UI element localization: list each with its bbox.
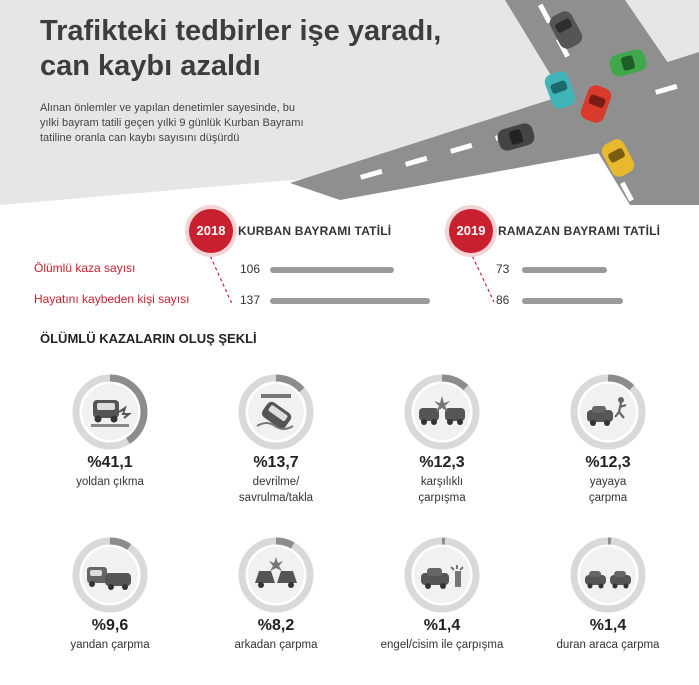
rear-end-collision-icon [251, 549, 301, 599]
subtitle-line-2: yılki bayram tatili geçen yılki 9 günlük Kurban Bayramı [40, 117, 304, 129]
stat-label [528, 474, 688, 506]
title-line-2: can kaybı azaldı [40, 50, 261, 82]
stat-cell-yoldan-cikma [30, 372, 190, 522]
side-collision-icon [85, 549, 135, 599]
bar-2018-accidents [270, 267, 394, 273]
stat-label [30, 474, 190, 490]
comparison-connectors [0, 0, 699, 330]
stat-label [362, 637, 522, 653]
title-line-1: Trafikteki tedbirler işe yaradı, [40, 15, 442, 47]
stat-percent: %13,7 [253, 454, 299, 471]
bar-2018-deaths [270, 298, 430, 304]
stat-percent: %1,4 [423, 617, 461, 634]
subtitle-line-1: Alınan önlemler ve yapılan denetimler sayesinde, bu [40, 102, 295, 114]
year-badge-2019: 2019 [449, 209, 493, 253]
stat-label-line: çarpışma [418, 492, 466, 504]
stat-label-line: engel/cisim ile çarpışma [380, 639, 504, 651]
stat-percent: %8,2 [257, 617, 295, 634]
stat-label-line: yoldan çıkma [76, 476, 144, 488]
stat-label-line: karşılıklı [420, 476, 464, 488]
row-label-deaths: Hayatını kaybeden kişi sayısı [34, 292, 190, 306]
pedestrian-hit-icon [583, 386, 633, 436]
value-2019-accidents: 73 [496, 262, 510, 276]
bar-2019-accidents [522, 267, 607, 273]
stat-label [362, 474, 522, 506]
holiday-name-2018: KURBAN BAYRAMI TATİLİ [238, 224, 392, 238]
stat-cell-yayaya-carpma [528, 372, 688, 522]
stat-label-line: duran araca çarpma [556, 639, 660, 651]
stat-label [30, 637, 190, 653]
head-on-collision-icon [417, 386, 467, 436]
stat-percent: %9,6 [91, 617, 129, 634]
stat-cell-engel-cisim [362, 535, 522, 685]
stat-percent: %1,4 [589, 617, 627, 634]
stat-cell-arkadan-carpma [196, 535, 356, 685]
stat-label-line: yandan çarpma [70, 639, 150, 651]
car-off-road-icon [85, 386, 135, 436]
car-rollover-icon [251, 386, 301, 436]
value-2018-deaths: 137 [240, 293, 261, 307]
stat-label-line: arkadan çarpma [234, 639, 318, 651]
stat-cell-devrilme [196, 372, 356, 522]
value-2018-accidents: 106 [240, 262, 261, 276]
stat-label [196, 474, 356, 506]
stat-label [196, 637, 356, 653]
stat-percent: %41,1 [87, 454, 133, 471]
bar-2019-deaths [522, 298, 623, 304]
obstacle-collision-icon [417, 549, 467, 599]
stat-percent: %12,3 [585, 454, 631, 471]
subtitle-line-3: tatiline oranla can kaybı sayısını düşürdü [40, 132, 240, 144]
parked-car-collision-icon [583, 549, 633, 599]
stat-cell-karsilikli-carpisma [362, 372, 522, 522]
stat-cell-yandan-carpma [30, 535, 190, 685]
year-badge-2018: 2018 [189, 209, 233, 253]
stat-label-line: çarpma [588, 492, 628, 504]
stat-label-line: devrilme/ [252, 476, 300, 488]
section-title: ÖLÜMLÜ KAZALARIN OLUŞ ŞEKLİ [40, 331, 257, 346]
stat-label-line: savrulma/takla [238, 492, 314, 504]
stat-label-line: yayaya [589, 476, 627, 488]
value-2019-deaths: 86 [496, 293, 510, 307]
stat-cell-duran-araca [528, 535, 688, 685]
row-label-accidents: Ölümlü kaza sayısı [34, 261, 136, 275]
holiday-name-2019: RAMAZAN BAYRAMI TATİLİ [498, 224, 661, 238]
stat-percent: %12,3 [419, 454, 465, 471]
stat-label [528, 637, 688, 653]
